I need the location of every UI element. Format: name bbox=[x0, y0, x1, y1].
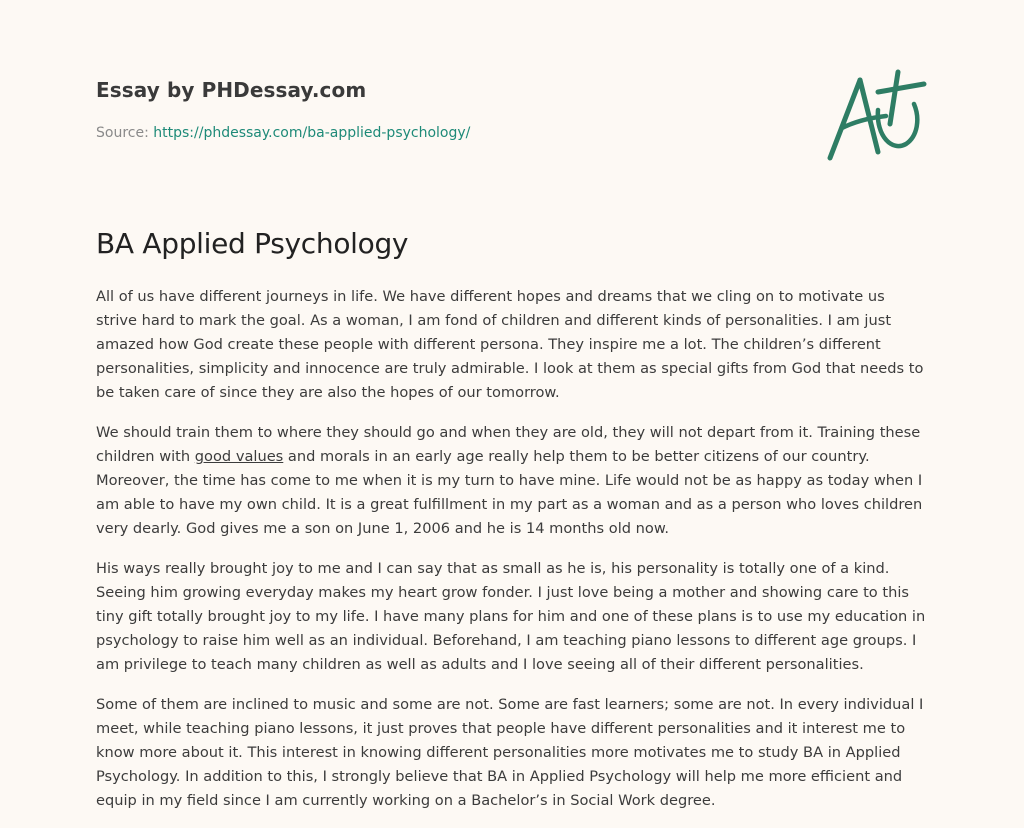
page-header bbox=[96, 76, 696, 141]
source-line bbox=[96, 123, 470, 143]
paragraph-2-start: We should train them to where they should go and when they are old, they will not depart from it. Training these children with bbox=[96, 424, 921, 465]
paragraph-2-end: and morals in an early age really help them to be better citizens of our country. Moreover, the time has come to me when it is my turn to have mine. Life would not be as happy as today when I am able to have my own child. It is a great fulfillment in my part as a woman and as a person who loves children very dearly. God gives me a son on June 1, 2006 and he is 14 months old now. bbox=[96, 448, 923, 537]
paragraph-3: His ways really brought joy to me and I can say that as small as he is, his personality is totally one of a kind. Seeing him growing everyday makes my heart grow fonder. I just love being a mother and showing care to this tiny gift totally brought joy to my life. I have many plans for him and one of these plans is to use my education in psychology to raise him well as an individual. Beforehand, I am teaching piano lessons to different age groups. I am privilege to teach many children as well as adults and I love seeing all of their different personalities. bbox=[96, 560, 926, 673]
essay-body bbox=[96, 285, 928, 828]
essay-title: BA Applied Psychology bbox=[96, 227, 409, 260]
good-values-link[interactable]: good values bbox=[194, 448, 284, 465]
paragraph-1: All of us have different journeys in life. We have different hopes and dreams that we cling on to motivate us strive hard to mark the goal. As a woman, I am fond of children and different kinds of personalities. I am just amazed how God create these people with different persona. They inspire me a lot. The children’s different personalities, simplicity and innocence are truly admirable. I look at them as special gifts from God that needs to be taken care of since they are also the hopes of our tomorrow. bbox=[96, 288, 924, 401]
source-label: Source: bbox=[96, 125, 154, 141]
paragraph-4: Some of them are inclined to music and some are not. Some are fast learners; some are not. In every individual I meet, while teaching piano lessons, it just proves that people have different personalities and it interest me to know more about it. This interest in knowing different personalities more motivates me to study BA in Applied Psychology. In addition to this, I strongly believe that BA in Applied Psychology will help me more efficient and equip in my field since I am currently working on a Bachelor’s in Social Work degree. bbox=[96, 696, 924, 809]
site-brand: Essay by PHDessay.com bbox=[96, 78, 367, 102]
paragraph-2 bbox=[96, 421, 928, 541]
a-plus-logo-icon bbox=[820, 66, 930, 166]
source-link[interactable]: https://phdessay.com/ba-applied-psychology/ bbox=[153, 125, 471, 141]
